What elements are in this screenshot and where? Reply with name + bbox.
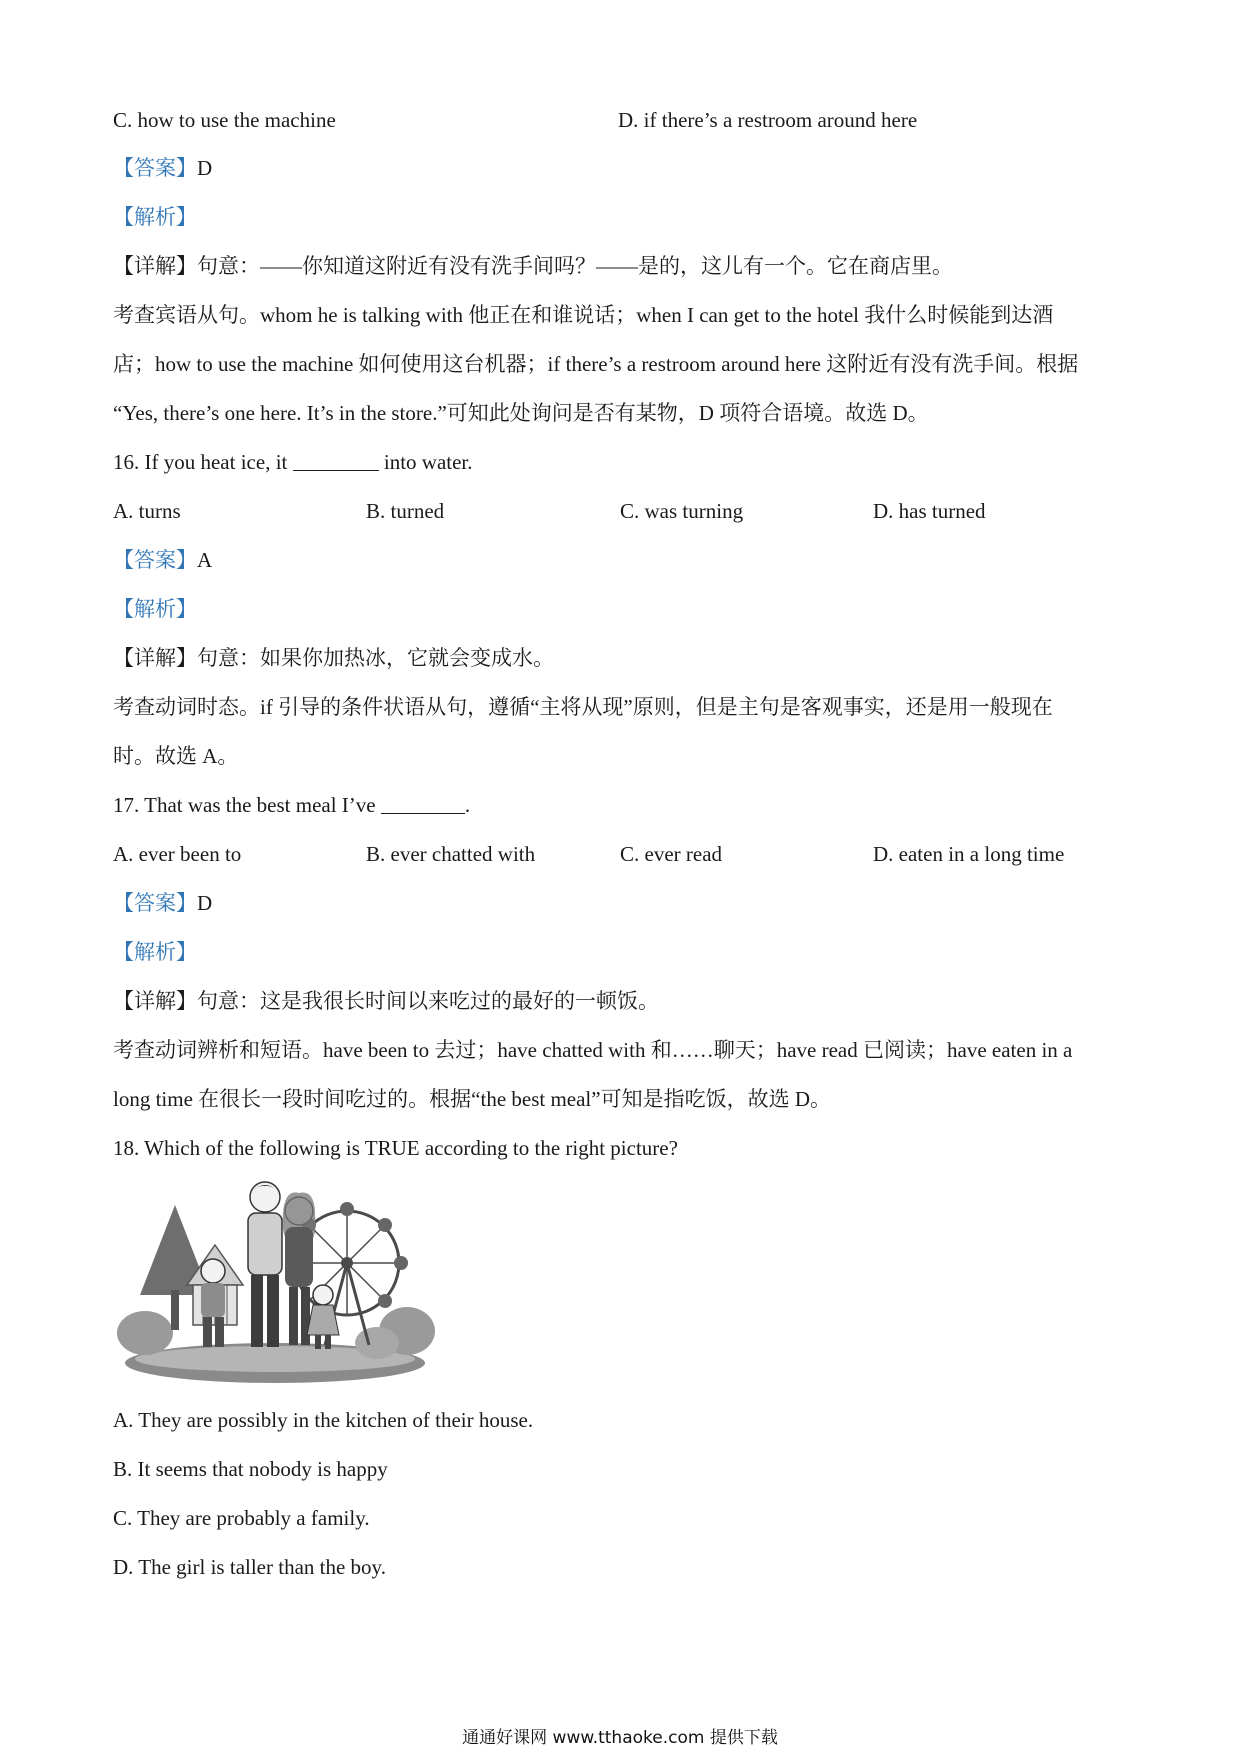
ferris-cabin: [394, 1256, 408, 1270]
q16-option-a: A. turns: [113, 499, 181, 523]
q17-option-a: A. ever been to: [113, 842, 242, 866]
answer-value: D: [197, 156, 213, 180]
analysis-tag: 【解析】: [113, 940, 197, 964]
q18-option-d: D. The girl is taller than the boy.: [113, 1555, 386, 1579]
q16-explain-1: 考查动词时态。if 引导的条件状语从句，遵循“主将从现”原则，但是主句是客观事实，还是用一般现在: [113, 695, 1053, 719]
analysis-tag: 【解析】: [113, 205, 197, 229]
q15-explain-2: 店；how to use the machine 如何使用这台机器；if there’s a restroom around here 这附近有没有洗手间。根据: [113, 352, 1079, 376]
girl-head: [313, 1285, 333, 1305]
detail-tag: 【详解】: [113, 989, 197, 1013]
q16-stem-before: 16. If you heat ice, it: [113, 450, 288, 474]
q17-stem: [113, 791, 470, 819]
q18-option-b: B. It seems that nobody is happy: [113, 1457, 388, 1481]
father-shirt: [248, 1213, 282, 1275]
bush-right-small: [355, 1327, 399, 1359]
q16-option-c: C. was turning: [620, 499, 744, 523]
q17-detail: [113, 987, 659, 1015]
ferris-leg: [347, 1263, 369, 1345]
q17-analysis: [113, 938, 197, 966]
q16-answer: [113, 546, 212, 574]
q16-option-b: B. turned: [366, 499, 445, 523]
answer-tag: 【答案】: [113, 548, 197, 572]
q17-options-row: [113, 840, 1133, 868]
father-leg: [267, 1275, 279, 1347]
q17-option-c: C. ever read: [620, 842, 723, 866]
q15-explain-1: 考查宾语从句。whom he is talking with 他正在和谁说话；when I can get to the hotel 我什么时候能到达酒: [113, 303, 1054, 327]
q16-option-d: D. has turned: [873, 499, 986, 523]
answer-tag: 【答案】: [113, 156, 197, 180]
detail-text: 句意：这是我很长时间以来吃过的最好的一顿饭。: [197, 989, 659, 1013]
q15-explain-3: “Yes, there’s one here. It’s in the store.”可知此处询问是否有某物，D 项符合语境。故选 D。: [113, 401, 929, 425]
ferris-cabin: [378, 1294, 392, 1308]
q16-analysis: [113, 595, 197, 623]
q15-answer: [113, 154, 212, 182]
q18-stem: 18. Which of the following is TRUE according to the right picture?: [113, 1136, 678, 1160]
boy-leg: [203, 1317, 212, 1347]
q15-detail: [113, 252, 953, 280]
q18-option-a: A. They are possibly in the kitchen of their house.: [113, 1408, 534, 1432]
ferris-cabin: [378, 1218, 392, 1232]
q15-option-c: C. how to use the machine: [113, 108, 336, 132]
q15-option-d: D. if there’s a restroom around here: [618, 108, 918, 132]
q18-option-c: C. They are probably a family.: [113, 1506, 370, 1530]
q17-stem-after: .: [464, 793, 471, 817]
answer-value: A: [197, 548, 213, 572]
boy-leg: [215, 1317, 224, 1347]
analysis-tag: 【解析】: [113, 597, 197, 621]
q17-answer: [113, 889, 212, 917]
girl-leg: [325, 1335, 331, 1349]
q16-options-row: [113, 497, 1133, 525]
footer-source: 通通好课网 www.tthaoke.com 提供下载: [462, 1728, 778, 1748]
girl-dress: [307, 1305, 339, 1335]
answer-tag: 【答案】: [113, 891, 197, 915]
father-head: [250, 1182, 280, 1212]
mother-dress: [285, 1227, 313, 1287]
answer-value: D: [197, 891, 213, 915]
detail-text: 句意：如果你加热冰，它就会变成水。: [197, 646, 554, 670]
father-leg: [251, 1275, 263, 1347]
tree-trunk: [171, 1290, 179, 1330]
ferris-cabin: [340, 1202, 354, 1216]
detail-text: 句意：——你知道这附近有没有洗手间吗？——是的，这儿有一个。它在商店里。: [197, 254, 953, 278]
q15-analysis: [113, 203, 197, 231]
mother-leg: [289, 1287, 298, 1345]
detail-tag: 【详解】: [113, 646, 197, 670]
q16-explain-2: 时。故选 A。: [113, 744, 239, 768]
bush-left: [117, 1311, 173, 1355]
q17-option-d: D. eaten in a long time: [873, 842, 1065, 866]
q17-stem-before: 17. That was the best meal I’ve: [113, 793, 376, 817]
boy-shirt: [201, 1283, 225, 1317]
q16-stem: [113, 448, 473, 476]
q17-explain-2: long time 在很长一段时间吃过的。根据“the best meal”可知是指吃饭，故选 D。: [113, 1087, 832, 1111]
detail-tag: 【详解】: [113, 254, 197, 278]
q16-stem-after: into water.: [383, 450, 473, 474]
q17-explain-1: 考查动词辨析和短语。have been to 去过；have chatted with 和……聊天；have read 已阅读；have eaten in a: [113, 1038, 1073, 1062]
girl-leg: [315, 1335, 321, 1349]
family-amusement-park-illustration: [115, 1175, 435, 1385]
mother-leg: [301, 1287, 310, 1345]
q17-blank: [381, 793, 465, 814]
q16-blank: [293, 450, 379, 471]
boy-head: [201, 1259, 225, 1283]
q16-detail: [113, 644, 554, 672]
q17-option-b: B. ever chatted with: [366, 842, 536, 866]
q15-options-row: [113, 106, 1133, 134]
